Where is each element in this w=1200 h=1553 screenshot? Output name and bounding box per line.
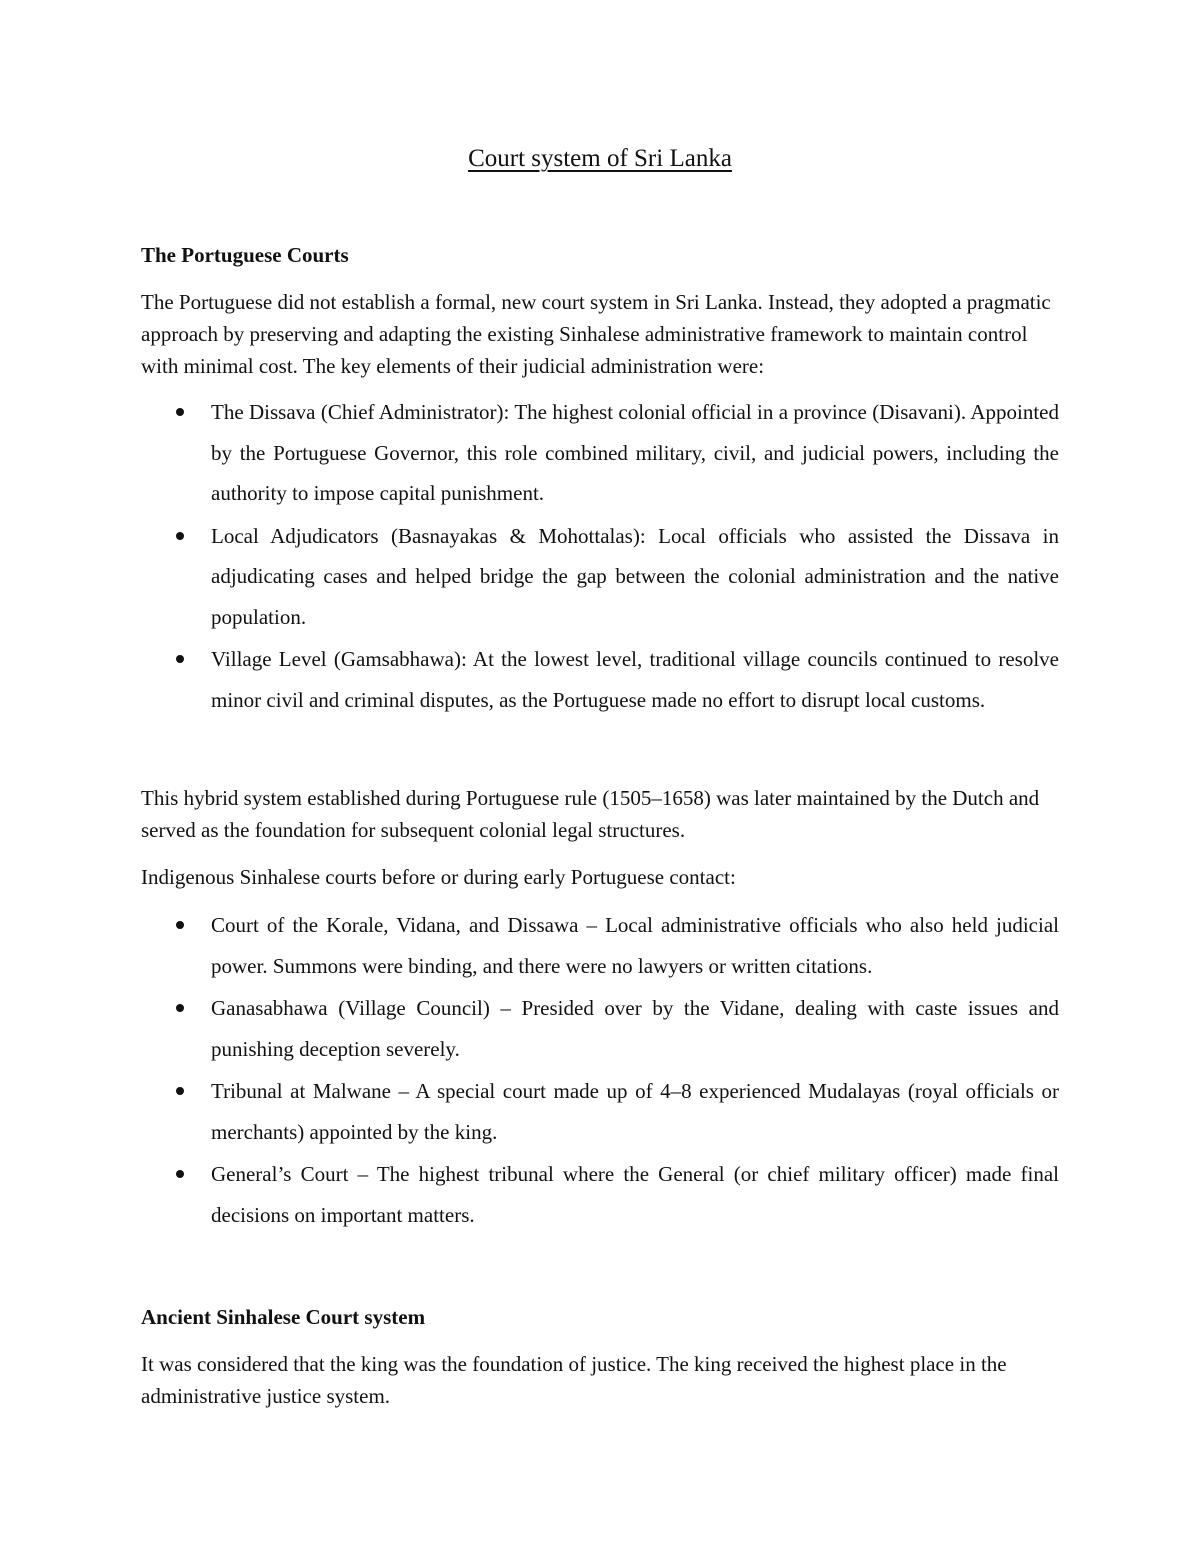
list-item-text: Tribunal at Malwane – A special court made up of 4–8 experienced Mudalayas (royal officials or merchants) appointed by the king. xyxy=(211,1079,1059,1144)
bullet-icon xyxy=(176,532,184,540)
bullet-icon xyxy=(176,655,184,663)
bullet-icon xyxy=(176,1087,184,1095)
list-item-text: Court of the Korale, Vidana, and Dissawa – Local administrative officials who also held judicial power. Summons were binding, and there were no lawyers or written citations. xyxy=(211,913,1059,978)
list-item xyxy=(141,988,1059,1069)
bullet-icon xyxy=(176,1170,184,1178)
list-item xyxy=(141,392,1059,514)
list-item-text: The Dissava (Chief Administrator): The highest colonial official in a province (Disavani). Appointed by the Portuguese Governor, this role combined military, civil, and judicial powers, including the authority to impose capital punishment. xyxy=(211,400,1059,505)
list-item xyxy=(141,905,1059,986)
bullet-icon xyxy=(176,408,184,416)
indigenous-courts-intro: Indigenous Sinhalese courts before or during early Portuguese contact: xyxy=(141,865,736,889)
list-item-text: Village Level (Gamsabhawa): At the lowest level, traditional village councils continued to resolve minor civil and criminal disputes, as the Portuguese made no effort to disrupt local customs. xyxy=(211,647,1059,712)
list-item-text: General’s Court – The highest tribunal where the General (or chief military officer) made final decisions on important matters. xyxy=(211,1162,1059,1227)
list-item-text: Ganasabhawa (Village Council) – Presided over by the Vidane, dealing with caste issues and punishing deception severely. xyxy=(211,996,1059,1061)
section-heading-ancient-sinhalese: Ancient Sinhalese Court system xyxy=(141,1305,426,1329)
list-item-text: Local Adjudicators (Basnayakas & Mohottalas): Local officials who assisted the Dissava in adjudicating cases and helped bridge the gap between the colonial administration and the native population. xyxy=(211,523,1059,629)
ancient-sinhalese-paragraph: It was considered that the king was the foundation of justice. The king received the highest place in the administrative justice system. xyxy=(141,1352,1007,1408)
list-item xyxy=(141,516,1059,638)
portuguese-elements-list xyxy=(141,392,1059,722)
indigenous-courts-list xyxy=(141,905,1059,1237)
bullet-icon xyxy=(176,921,184,929)
list-item xyxy=(141,1154,1059,1235)
list-item xyxy=(141,639,1059,720)
bullet-icon xyxy=(176,1004,184,1012)
hybrid-system-paragraph: This hybrid system established during Portuguese rule (1505–1658) was later maintained by the Dutch and served as the foundation for subsequent colonial legal structures. xyxy=(141,786,1040,842)
section-heading-portuguese-courts: The Portuguese Courts xyxy=(141,243,349,267)
document-title: Court system of Sri Lanka xyxy=(468,145,732,172)
list-item xyxy=(141,1071,1059,1152)
portuguese-intro-paragraph: The Portuguese did not establish a formal, new court system in Sri Lanka. Instead, they adopted a pragmatic approach by preserving and adapting the existing Sinhalese administrative framework to maintain control with minimal cost. The key elements of their judicial administration were: xyxy=(141,290,1051,378)
